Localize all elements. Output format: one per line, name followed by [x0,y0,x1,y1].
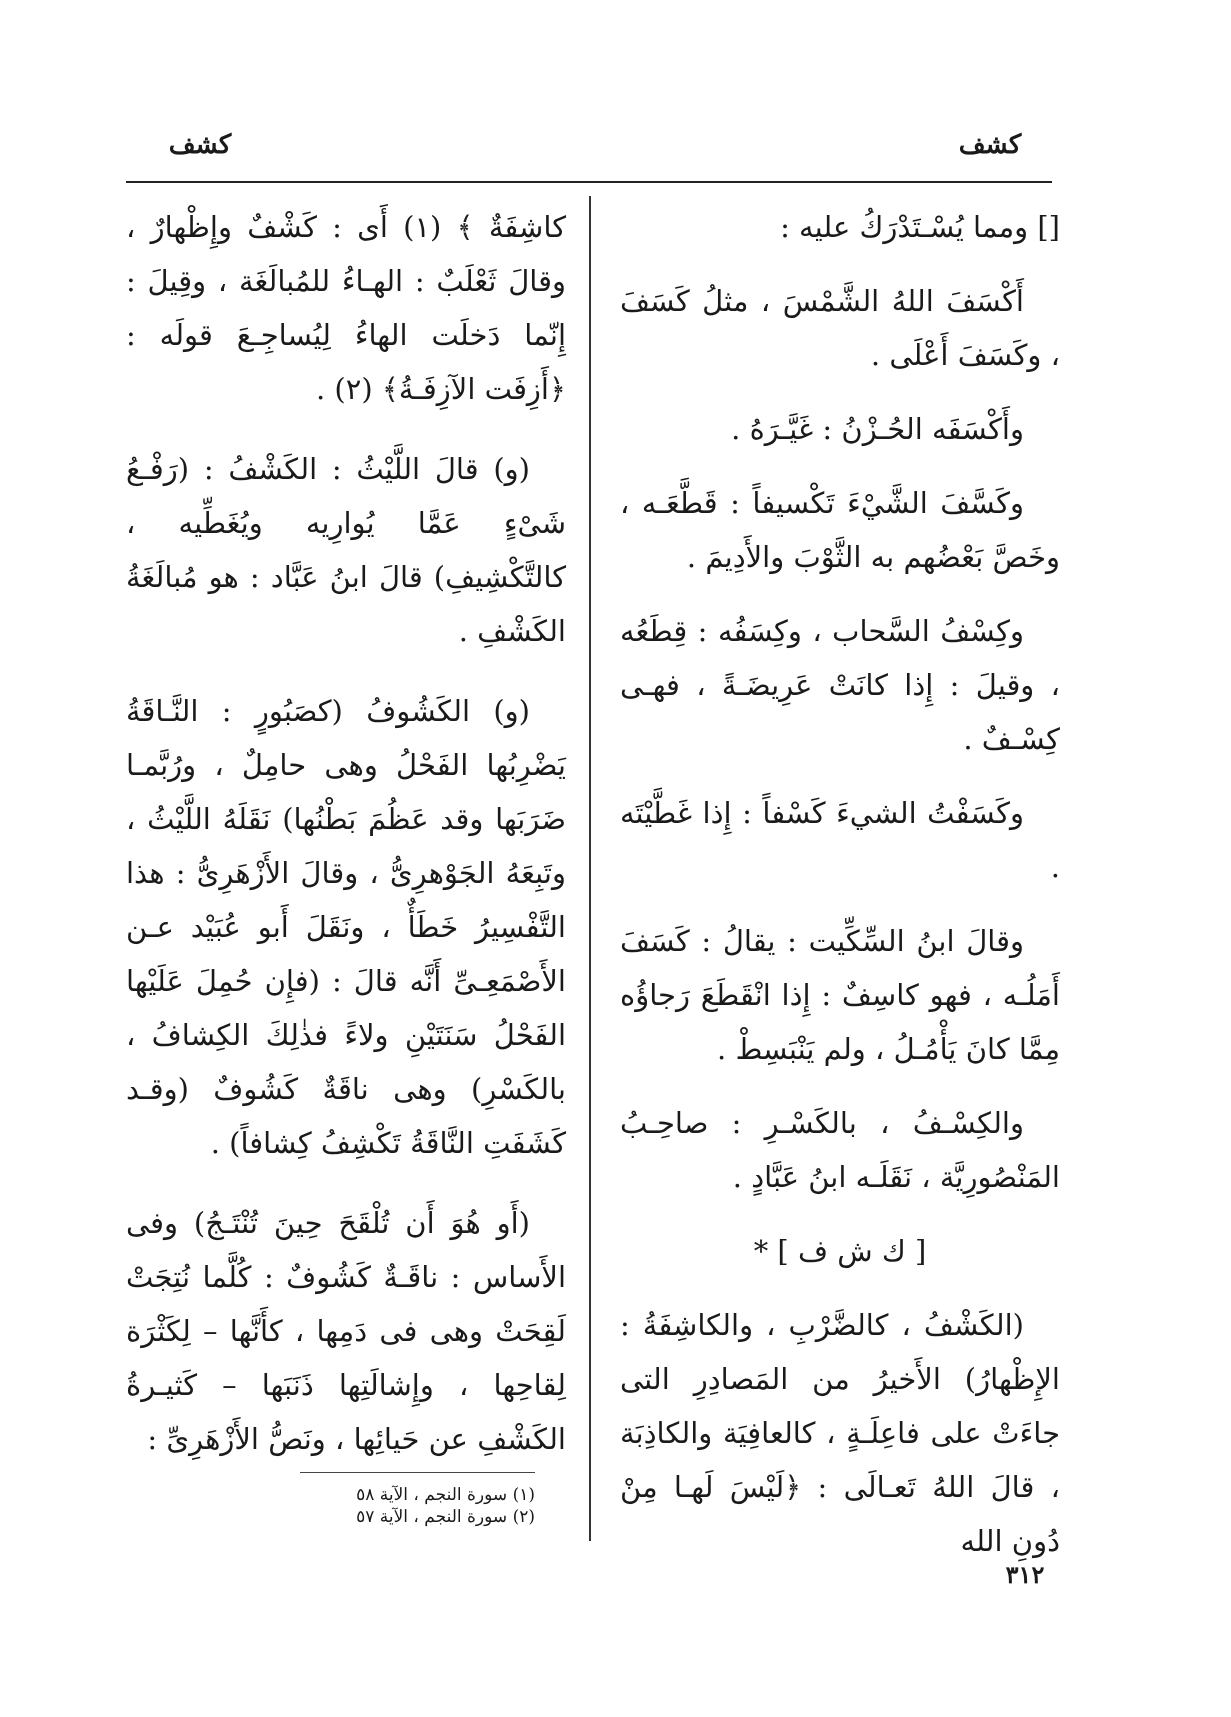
paragraph: أَكْسَفَ اللهُ الشَّمْسَ ، مثلُ كَسَفَ ، وكَسَفَ أَعْلَى . [620,284,1060,372]
entry-paragraph: (الكَشْفُ ، كالضَّرْبِ ، والكاشِفَةُ : الإِظْهارُ) الأَخيرُ من المَصادِرِ التى جاءَتْ على فاعِلَـةٍ ، كالعافِيَة والكاذِبَة ، قالَ اللهُ تَعـالَى : ﴿لَيْسَ لَهـا مِنْ دُونِ الله [620,1308,1060,1558]
paragraph: وكِسْفُ السَّحاب ، وكِسَفُه : قِطَعُه ، وقيلَ : إِذا كانَتْ عَرِيضَـةً ، فهـى كِسْـفٌ . [620,614,1060,756]
paragraph: وقالَ ابنُ السِّكِّيت : يقالُ : كَسَفَ أَمَلُـه ، فهو كاسِفٌ : إِذا انْقَطَعَ رَجاؤُه مِمَّا كانَ يَأْمُـلُ ، ولم يَنْبَسِطْ . [620,924,1060,1066]
paragraph: (أَو هُوَ أَن تُلْقَحَ حِينَ تُنْتَـجُ) وفى الأَساس : ناقَـةٌ كَشُوفٌ : كُلَّما نُتِجَتْ لَقِحَتْ وهى فى دَمِها ، كأَنَّها – لِكَثْرَة لِقاحِها ، وإِشالَتِها ذَنَبَها – كَثيـرةُ الكَشْفِ عن حَيائِها ، ونَصُّ الأَزْهَرِىِّ : [126,1206,566,1456]
paragraph: والكِسْـفُ ، بالكَسْـرِ : صاحِـبُ المَنْصُورِيَّة ، نَقَلَـه ابنُ عَبَّادٍ . [620,1106,1060,1194]
running-header-right: كشف [958,130,1022,160]
left-column [126,200,566,1486]
entry-root-heading: [ ك ش ف ] * [753,1234,927,1268]
footnote-item: (١) سورة النجم ، الآية ٥٨ [356,1485,535,1505]
footnote-item: (٢) سورة النجم ، الآية ٥٧ [356,1507,535,1527]
paragraph: (و) قالَ اللَّيْثُ : الكَشْفُ : (رَفْـعُ شَىْءٍ عَمَّا يُوارِيه ويُغَطِّيه ، كالتَّكْشِيفِ) قالَ ابنُ عَبَّاد : هو مُبالَغَةُ الكَشْفِ . [126,452,566,648]
header-rule [126,181,1052,183]
page-number: ٣١٢ [1005,1560,1045,1589]
addendum-heading: [] ومما يُسْـتَدْرَكُ عليه : [780,210,1060,244]
paragraph: وكَسَّفَ الشَّيْءَ تَكْسيفاً : قَطَّعَـه ، وخَصَّ بَعْضُهم به الثَّوْبَ والأَدِيمَ . [620,486,1060,574]
column-divider [589,196,591,1541]
paragraph: كاشِفَةٌ ﴾ (١) أَى : كَشْفٌ وإِظْهارٌ ، وقالَ ثَعْلَبٌ : الهـاءُ للمُبالَغَة ، وقِيلَ : إِنّما دَخلَت الهاءُ لِيُساجِـعَ قولَه : ﴿أَزِفَت الآزِفَـةُ﴾ (٢) . [126,210,566,406]
paragraph: وأَكْسَفَه الحُـزْنُ : غَيَّـرَهُ . [731,412,1024,446]
paragraph: (و) الكَشُوفُ (كصَبُورٍ : النَّـاقَةُ يَضْرِبُها الفَحْلُ وهى حامِلٌ ، ورُبَّمـا ضَرَبَها وقد عَظُمَ بَطْنُها) نَقَلَهُ اللَّيْثُ ، وتَبِعَهُ الجَوْهرِىُّ ، وقالَ الأَزْهَرِىُّ : هذا التَّفْسِيرُ خَطَأٌ ، ونَقَلَ أَبو عُبَيْد عـن الأَصْمَعِـىِّ أَنَّه قالَ : (فإِن حُمِلَ عَلَيْها الفَحْلُ سَنَتَيْنِ ولاءً فذٰلِكَ الكِشافُ ، بالكَسْرِ) وهى ناقَةٌ كَشُوفٌ (وقـد كَشَفَتِ النَّاقَةُ تَكْشِفُ كِشافاً) . [126,694,566,1160]
right-column [620,200,1060,1588]
footnotes [270,1484,535,1528]
footnote-rule [300,1472,535,1473]
paragraph: وكَسَفْتُ الشيءَ كَسْفاً : إِذا غَطَّيْتَه . [620,796,1060,884]
running-header-left: كشف [168,130,232,160]
